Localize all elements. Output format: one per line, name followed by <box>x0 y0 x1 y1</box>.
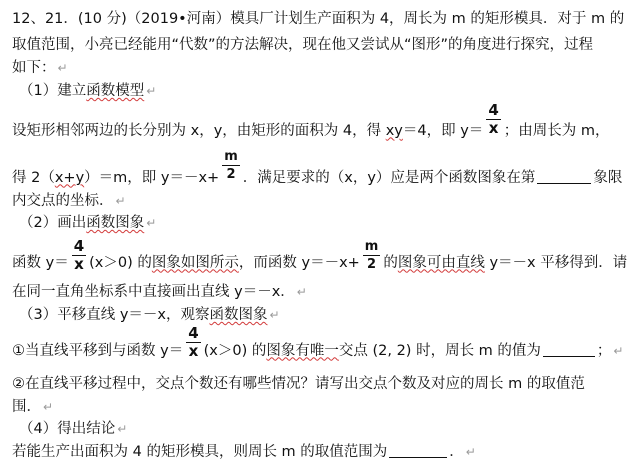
graph-line-2: 在同一直角坐标系中直接画出直线 y＝－x． ↵ <box>12 284 307 300</box>
fraction-4-over-x: $\frac{4}{x}$ <box>488 101 499 137</box>
fraction-m-over-2: $\frac{m}{2}$ <box>224 149 238 182</box>
question-header: 12、21．(10 分)（2019•河南）模具厂计划生产面积为 4，周长为 m 的矩形模具．对于 m 的 <box>12 11 625 27</box>
subquestion-1: ①当直线平移到与函数 y＝ $\frac{4}{x}$ (x＞0) 的图象有唯一交点 (2, 2) 时，周长 m 的值为 ； ↵ <box>12 324 624 360</box>
paragraph-mark: ↵ <box>146 216 157 230</box>
graph-line-1: 函数 y＝ $\frac{4}{x}$ (x＞0) 的图象如图所示，而函数 y＝－x+ $\frac{m}{2}$ 的图象可由直线 y＝－x 平移得到．请 <box>12 237 628 273</box>
spellcheck-underlined-text: 函数模型 <box>86 83 145 99</box>
paragraph-mark: ↵ <box>146 84 157 98</box>
answer-blank-perimeter[interactable] <box>543 342 595 357</box>
section-4-heading: （4）得出结论 ↵ <box>19 421 128 437</box>
spellcheck-underlined-text: xy <box>385 122 403 139</box>
answer-blank-range[interactable] <box>389 443 447 458</box>
spellcheck-underlined-text: 图象如图所示 <box>151 254 239 271</box>
spellcheck-underlined-text: 图象可由直线 <box>397 254 485 271</box>
spellcheck-underlined-text: 函数图象 <box>86 215 145 231</box>
section-2-heading: （2）画出函数图象 ↵ <box>19 215 157 231</box>
paragraph-mark: ↵ <box>115 194 126 208</box>
answer-blank-quadrant[interactable] <box>537 169 591 184</box>
fraction-4-over-x: $\frac{4}{x}$ <box>188 324 199 360</box>
fraction-4-over-x: $\frac{4}{x}$ <box>73 237 85 273</box>
fraction-m-over-2: $\frac{m}{2}$ <box>364 239 379 272</box>
paragraph-mark: ↵ <box>43 400 54 414</box>
section-3-heading: （3）平移直线 y＝－x，观察函数图象 ↵ <box>19 307 280 323</box>
paragraph-mark: ↵ <box>465 445 476 459</box>
question-line-3: 如下： ↵ <box>12 60 68 76</box>
paragraph-mark: ↵ <box>296 285 307 299</box>
model-line-3: 内交点的坐标． ↵ <box>12 193 126 209</box>
question-line-2: 取值范围，小亮已经能用“代数”的方法解决，现在他又尝试从“图形”的角度进行探究，过程 <box>12 37 594 53</box>
model-line-2: 得 2（x+y）＝m，即 y＝－x+ $\frac{m}{2}$ ．满足要求的（x，y）应是两个函数图象在第 象限 <box>12 149 623 186</box>
spellcheck-underlined-text: 函数图象 <box>209 307 268 323</box>
section-1-heading: （1）建立函数模型 ↵ <box>19 83 157 99</box>
model-line-1: 设矩形相邻两边的长分别为 x，y，由矩形的面积为 4，得 xy＝4，即 y＝ $\frac{4}{x}$ ；由周长为 m， <box>12 101 610 139</box>
paragraph-mark: ↵ <box>613 343 624 358</box>
conclusion-line: 若能生产出面积为 4 的矩形模具，则周长 m 的取值范围为 ． ↵ <box>12 444 476 460</box>
paragraph-mark: ↵ <box>117 422 128 436</box>
subquestion-2-cont: 围． ↵ <box>12 399 54 415</box>
paragraph-mark: ↵ <box>269 308 280 322</box>
spellcheck-underlined-text: 图象有唯一 <box>266 342 339 359</box>
subquestion-2: ②在直线平移过程中，交点个数还有哪些情况？请写出交点个数及对应的周长 m 的取值范 <box>12 376 585 392</box>
paragraph-mark: ↵ <box>57 61 68 75</box>
spellcheck-underlined-text: x+y <box>54 169 85 186</box>
question-line-1 <box>12 7 624 28</box>
